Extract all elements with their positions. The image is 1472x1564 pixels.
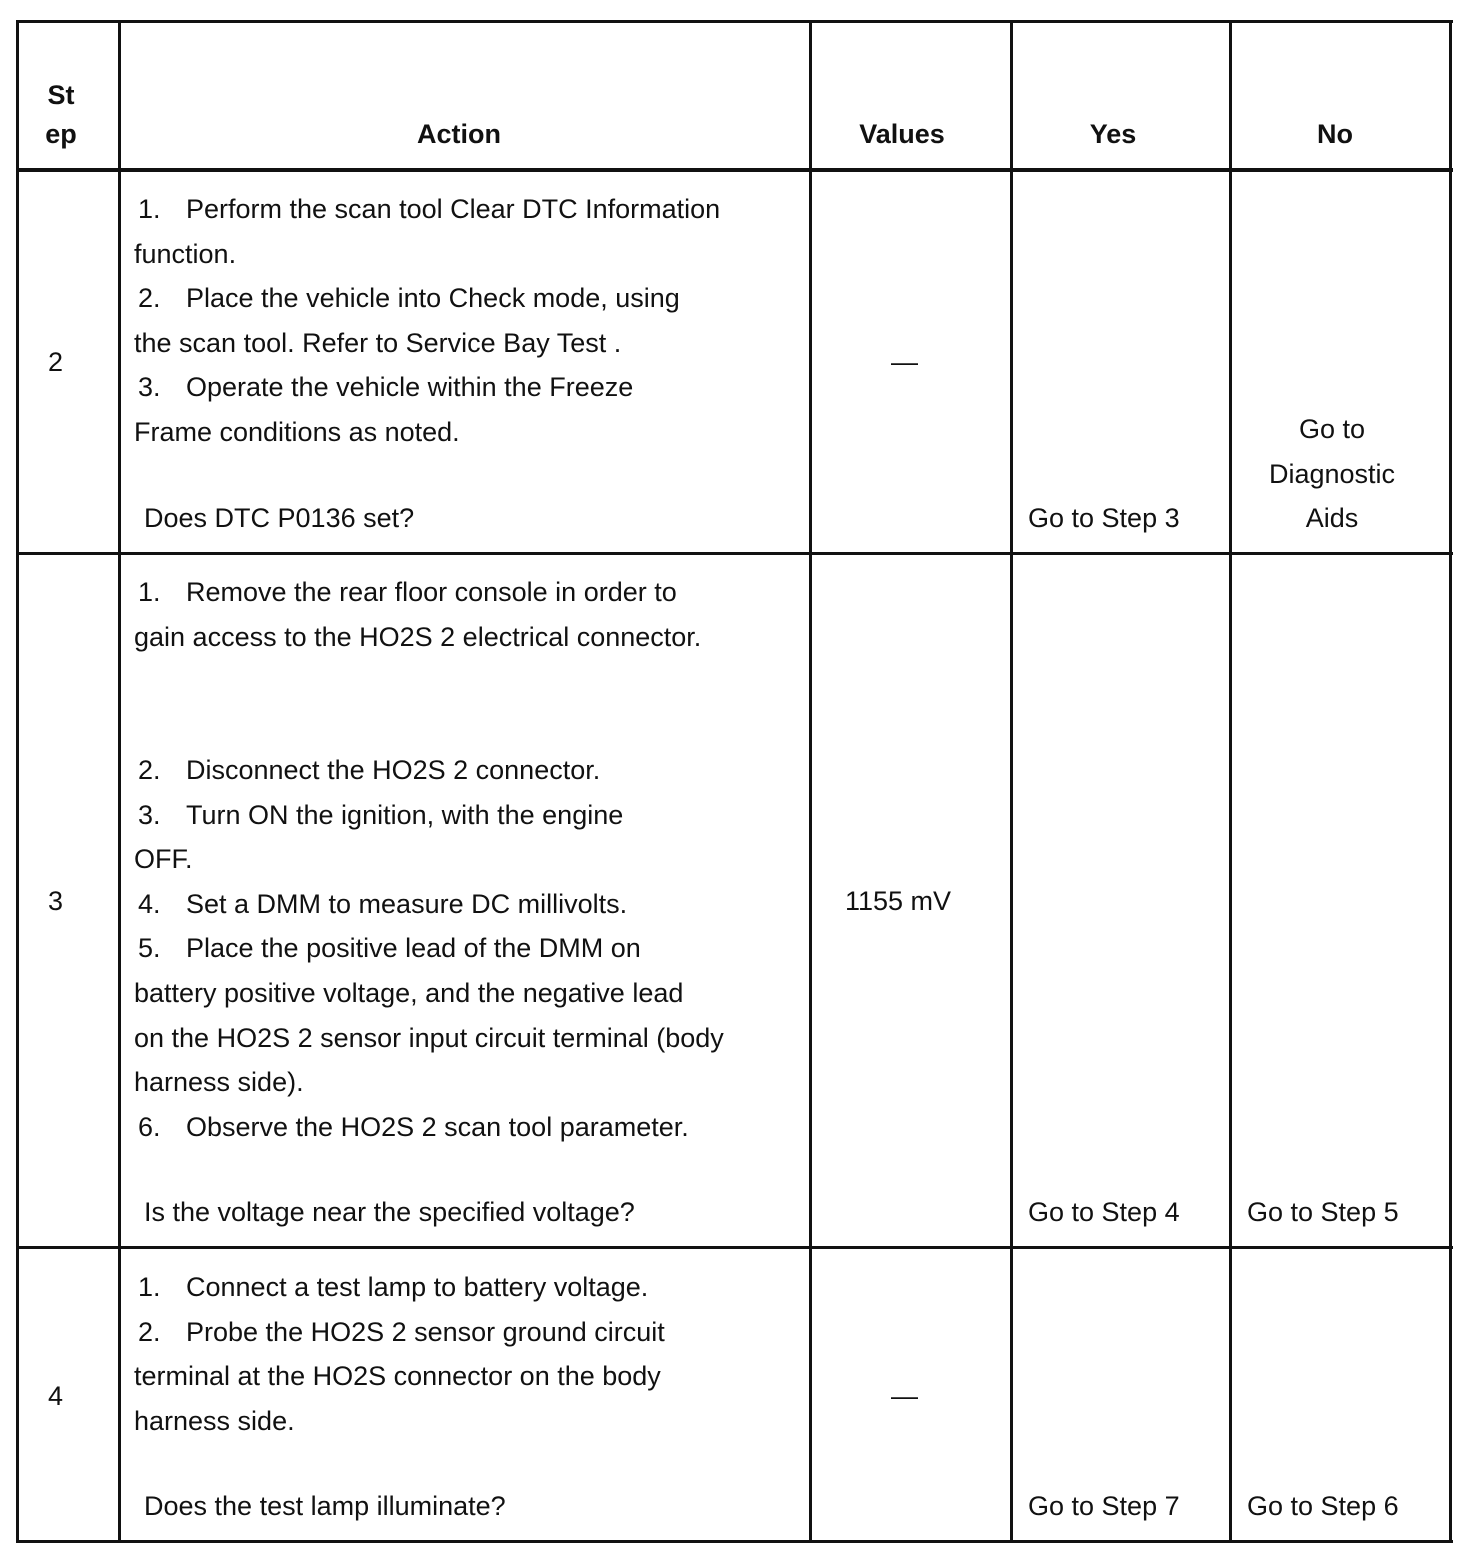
header-action: Action [417,119,501,149]
no-line: Go to [1298,414,1366,444]
action-line: harness side). [134,1067,304,1098]
value-cell: — [891,1381,918,1411]
action-line: 4. Set a DMM to measure DC millivolts. [138,888,628,919]
action-line: Frame conditions as noted. [134,416,460,447]
header-no: No [1317,119,1353,149]
step-number: 3 [48,886,64,916]
action-question: Does the test lamp illuminate? [144,1491,506,1521]
no-link[interactable]: Go to Step 6 [1247,1491,1399,1521]
row-divider [16,1246,1453,1249]
action-steps [134,570,701,659]
header-yes: Yes [1089,119,1137,149]
header-step [19,76,103,154]
row-divider [16,552,1453,555]
header-step-line2: ep [45,119,77,149]
action-steps [134,748,724,1149]
table-border-bottom [16,1540,1453,1543]
yes-link[interactable]: Go to Step 4 [1028,1197,1180,1227]
header-values: Values [859,119,945,149]
column-divider [1229,20,1232,1543]
action-line: 1. Remove the rear floor console in order to [138,577,677,607]
yes-link[interactable]: Go to Step 3 [1028,503,1180,533]
no-line: Diagnostic [1268,458,1396,489]
action-line: battery positive voltage, and the negative lead [134,977,684,1008]
step-number: 2 [48,347,64,377]
column-divider [1010,20,1013,1543]
action-line: 3. Turn ON the ignition, with the engine [138,799,624,830]
action-question: Does DTC P0136 set? [144,503,415,533]
no-line: Aids [1305,503,1359,534]
column-divider [809,20,812,1543]
action-line: 2. Disconnect the HO2S 2 connector. [138,755,601,785]
action-line: on the HO2S 2 sensor input circuit terminal (body [134,1022,724,1053]
action-steps [134,187,720,455]
value-cell: — [891,347,918,377]
action-line: gain access to the HO2S 2 electrical connector. [134,621,702,652]
action-line: 2. Probe the HO2S 2 sensor ground circuit [138,1316,665,1347]
action-line: 1. Perform the scan tool Clear DTC Information [138,194,721,224]
header-step-line1: St [47,80,75,110]
action-line: harness side. [134,1405,295,1436]
header-divider [16,168,1453,172]
action-line: 6. Observe the HO2S 2 scan tool parameter. [138,1111,689,1142]
action-line: 2. Place the vehicle into Check mode, using [138,283,680,314]
table-border-right [1449,20,1452,1543]
column-divider [118,20,121,1543]
yes-link[interactable]: Go to Step 7 [1028,1491,1180,1521]
no-link[interactable] [1232,407,1432,541]
action-line: the scan tool. Refer to Service Bay Test . [134,327,622,358]
action-steps [134,1265,665,1443]
action-line: terminal at the HO2S connector on the body [134,1361,661,1392]
action-question: Is the voltage near the specified voltage? [144,1197,635,1227]
table-border-left [16,20,19,1543]
no-link[interactable]: Go to Step 5 [1247,1197,1399,1227]
action-line: 3. Operate the vehicle within the Freeze [138,372,634,403]
step-number: 4 [48,1381,64,1411]
action-line: function. [134,238,237,269]
action-line: OFF. [134,844,193,875]
value-cell: 1155 mV [845,886,952,916]
action-line: 1. Connect a test lamp to battery voltage. [138,1272,649,1302]
table-border-top [16,20,1453,23]
action-line: 5. Place the positive lead of the DMM on [138,933,641,964]
